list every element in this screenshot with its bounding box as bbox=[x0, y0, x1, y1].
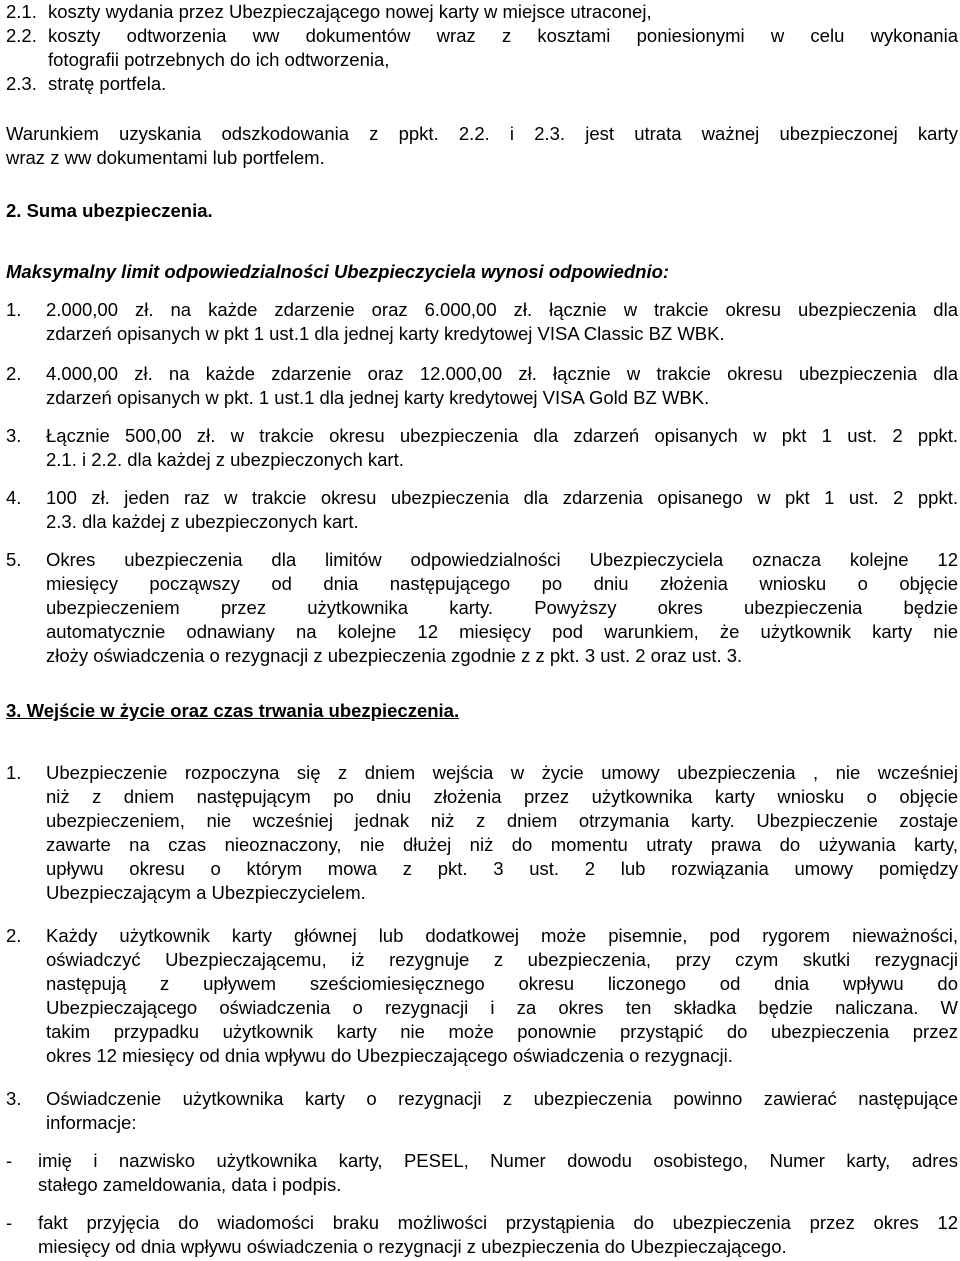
condition-text: Warunkiem uzyskania odszkodowania z ppkt. 2.2. i 2.3. jest utrata ważnej ubezpieczonej karty bbox=[6, 123, 958, 144]
list-item-text: miesięcy od dnia wpływu oświadczenia o rezygnacji z ubezpieczenia do Ubezpieczającego. bbox=[38, 1236, 787, 1257]
list-item-text: ubezpieczeniem, nie wcześniej jednak niż z dniem otrzymania karty. Ubezpieczenie zostaje bbox=[46, 810, 958, 831]
list-item-number: 4. bbox=[6, 487, 22, 508]
list-item-number: 3. bbox=[6, 425, 22, 446]
list-item-number: 1. bbox=[6, 299, 22, 320]
section-3-heading: 3. Wejście w życie oraz czas trwania ubezpieczenia. bbox=[6, 700, 460, 721]
list-item-text: zdarzeń opisanych w pkt. 1 ust.1 dla jednej karty kredytowej VISA Gold BZ WBK. bbox=[46, 387, 710, 408]
list-item-number: 3. bbox=[6, 1088, 22, 1109]
list-item-text: Ubezpieczenie rozpoczyna się z dniem wejścia w życie umowy ubezpieczenia , nie wcześniej bbox=[46, 762, 958, 783]
limit-heading: Maksymalny limit odpowiedzialności Ubezpieczyciela wynosi odpowiednio: bbox=[6, 261, 670, 282]
list-item-text: koszty wydania przez Ubezpieczającego nowej karty w miejsce utraconej, bbox=[48, 1, 652, 22]
list-item-text: złoży oświadczenia o rezygnacji z ubezpieczenia zgodnie z z pkt. 3 ust. 2 oraz ust. 3. bbox=[46, 645, 743, 666]
list-item-text: fotografii potrzebnych do ich odtworzenia, bbox=[48, 49, 390, 70]
list-item-text: Łącznie 500,00 zł. w trakcie okresu ubezpieczenia dla zdarzeń opisanych w pkt 1 ust. 2 ppkt. bbox=[46, 425, 958, 446]
list-item-text: Ubezpieczającego oświadczenia o rezygnacji i za okres ten składka będzie naliczana. W bbox=[46, 997, 958, 1018]
list-item-text: zdarzeń opisanych w pkt 1 ust.1 dla jednej karty kredytowej VISA Classic BZ WBK. bbox=[46, 323, 725, 344]
list-item-text: Każdy użytkownik karty głównej lub dodatkowej może pisemnie, pod rygorem nieważności, bbox=[46, 925, 958, 946]
list-item-text: fakt przyjęcia do wiadomości braku możliwości przystąpienia do ubezpieczenia przez okres 12 bbox=[38, 1212, 958, 1233]
list-item-text: automatycznie odnawiany na kolejne 12 miesięcy pod warunkiem, że użytkownik karty nie bbox=[46, 621, 958, 642]
list-item-number: 5. bbox=[6, 549, 22, 570]
list-item-text: upływu okresu o którym mowa z pkt. 3 ust. 2 lub rozwiązania umowy pomiędzy bbox=[46, 858, 958, 879]
section-2-heading: 2. Suma ubezpieczenia. bbox=[6, 200, 213, 221]
list-item-text: ubezpieczeniem przez użytkownika karty. Powyższy okres ubezpieczenia będzie bbox=[46, 597, 958, 618]
list-item-text: informacje: bbox=[46, 1112, 137, 1133]
list-item-text: oświadczyć Ubezpieczającemu, iż rezygnuje z ubezpieczenia, przy czym skutki rezygnacji bbox=[46, 949, 958, 970]
list-item-number: 2.3. bbox=[6, 73, 37, 94]
list-item-number: 2. bbox=[6, 363, 22, 384]
list-item-text: takim przypadku użytkownik karty nie może ponownie przystąpić do ubezpieczenia przez bbox=[46, 1021, 958, 1042]
list-item-number: 2.1. bbox=[6, 1, 37, 22]
list-item-text: stałego zameldowania, data i podpis. bbox=[38, 1174, 342, 1195]
list-item-number: 1. bbox=[6, 762, 22, 783]
list-item-text: imię i nazwisko użytkownika karty, PESEL, Numer dowodu osobistego, Numer karty, adres bbox=[38, 1150, 958, 1171]
list-item-text: niż z dniem następującym po dniu złożenia przez użytkownika karty wniosku o objęcie bbox=[46, 786, 958, 807]
list-item-text: Ubezpieczającym a Ubezpieczycielem. bbox=[46, 882, 366, 903]
list-item-number: 2.2. bbox=[6, 25, 37, 46]
list-item-text: 2.1. i 2.2. dla każdej z ubezpieczonych kart. bbox=[46, 449, 404, 470]
list-item-text: stratę portfela. bbox=[48, 73, 167, 94]
list-item-text: 100 zł. jeden raz w trakcie okresu ubezpieczenia dla zdarzenia opisanego w pkt 1 ust. 2 ppkt. bbox=[46, 487, 958, 508]
list-item-text: 4.000,00 zł. na każde zdarzenie oraz 12.000,00 zł. łącznie w trakcie okresu ubezpieczenia dla bbox=[46, 363, 958, 384]
list-item-text: Oświadczenie użytkownika karty o rezygnacji z ubezpieczenia powinno zawierać następujące bbox=[46, 1088, 958, 1109]
list-item-text: 2.3. dla każdej z ubezpieczonych kart. bbox=[46, 511, 359, 532]
list-item-text: koszty odtworzenia ww dokumentów wraz z kosztami poniesionymi w celu wykonania bbox=[48, 25, 958, 46]
list-item-number: 2. bbox=[6, 925, 22, 946]
list-item-text: okres 12 miesięcy od dnia wpływu do Ubezpieczającego oświadczenia o rezygnacji. bbox=[46, 1045, 733, 1066]
condition-text: wraz z ww dokumentami lub portfelem. bbox=[6, 147, 325, 168]
list-item-text: 2.000,00 zł. na każde zdarzenie oraz 6.000,00 zł. łącznie w trakcie okresu ubezpieczenia dla bbox=[46, 299, 958, 320]
list-item-text: miesięcy począwszy od dnia następującego po dniu złożenia wniosku o objęcie bbox=[46, 573, 958, 594]
dash-bullet: - bbox=[6, 1212, 13, 1233]
list-item-text: Okres ubezpieczenia dla limitów odpowiedzialności Ubezpieczyciela oznacza kolejne 12 bbox=[46, 549, 958, 570]
list-item-text: następują z upływem sześciomiesięcznego okresu liczonego od dnia wpływu do bbox=[46, 973, 958, 994]
list-item-text: zawarte na czas nieoznaczony, nie dłużej niż do momentu utraty prawa do używania karty, bbox=[46, 834, 958, 855]
dash-bullet: - bbox=[6, 1150, 13, 1171]
